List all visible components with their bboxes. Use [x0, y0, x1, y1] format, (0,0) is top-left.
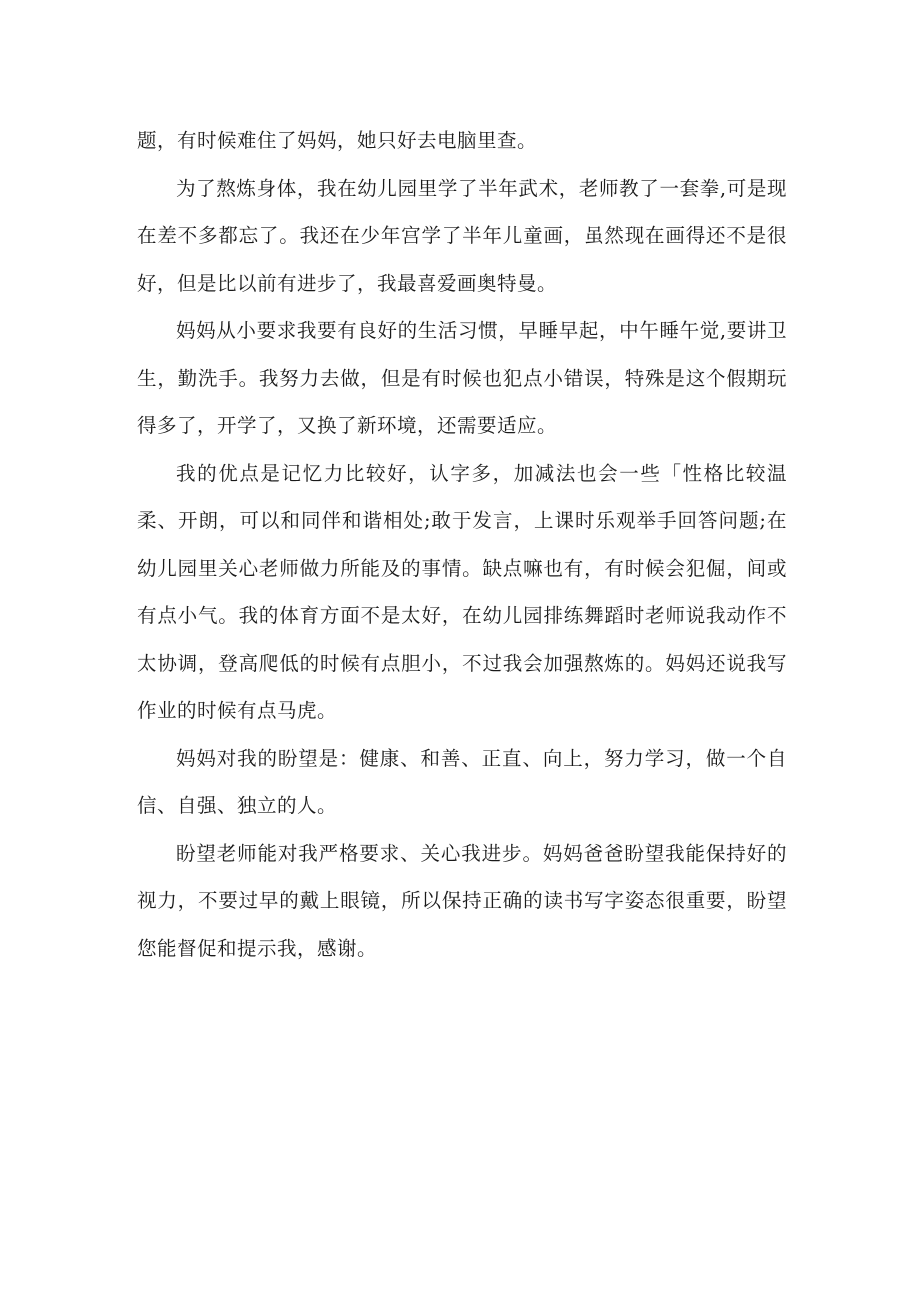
- document-body: [137, 117, 787, 972]
- paragraph-exercise: 为了熬炼身体，我在幼儿园里学了半年武术，老师教了一套拳,可是现在差不多都忘了。我还在少年宫学了半年儿童画，虽然现在画得还不是很好，但是比以前有进步了，我最喜爱画奥特曼。: [137, 176, 787, 295]
- paragraph-strengths-weaknesses: 我的优点是记忆力比较好，认字多，加减法也会一些「性格比较温柔、开朗，可以和同伴和谐相处;敢于发言，上课时乐观举手回答问题;在幼儿园里关心老师做力所能及的事情。缺点嘛也有，有时候会犯倔，间或有点小气。我的体育方面不是太好，在幼儿园排练舞蹈时老师说我动作不太协调，登高爬低的时候有点胆小，不过我会加强熬炼的。妈妈还说我写作业的时候有点马虎。: [137, 461, 787, 722]
- paragraph-mother-hopes: 妈妈对我的盼望是：健康、和善、正直、向上，努力学习，做一个自信、自强、独立的人。: [137, 746, 787, 817]
- paragraph-teacher-hopes: 盼望老师能对我严格要求、关心我进步。妈妈爸爸盼望我能保持好的视力，不要过早的戴上眼镜，所以保持正确的读书写字姿态很重要，盼望您能督促和提示我，感谢。: [137, 841, 787, 960]
- paragraph-continuation: 题，有时候难住了妈妈，她只好去电脑里查。: [137, 129, 538, 152]
- paragraph-habits: 妈妈从小要求我要有良好的生活习惯，早睡早起，中午睡午觉,要讲卫生，勤洗手。我努力去做，但是有时候也犯点小错误，特殊是这个假期玩得多了，开学了，又换了新环境，还需要适应。: [137, 319, 787, 437]
